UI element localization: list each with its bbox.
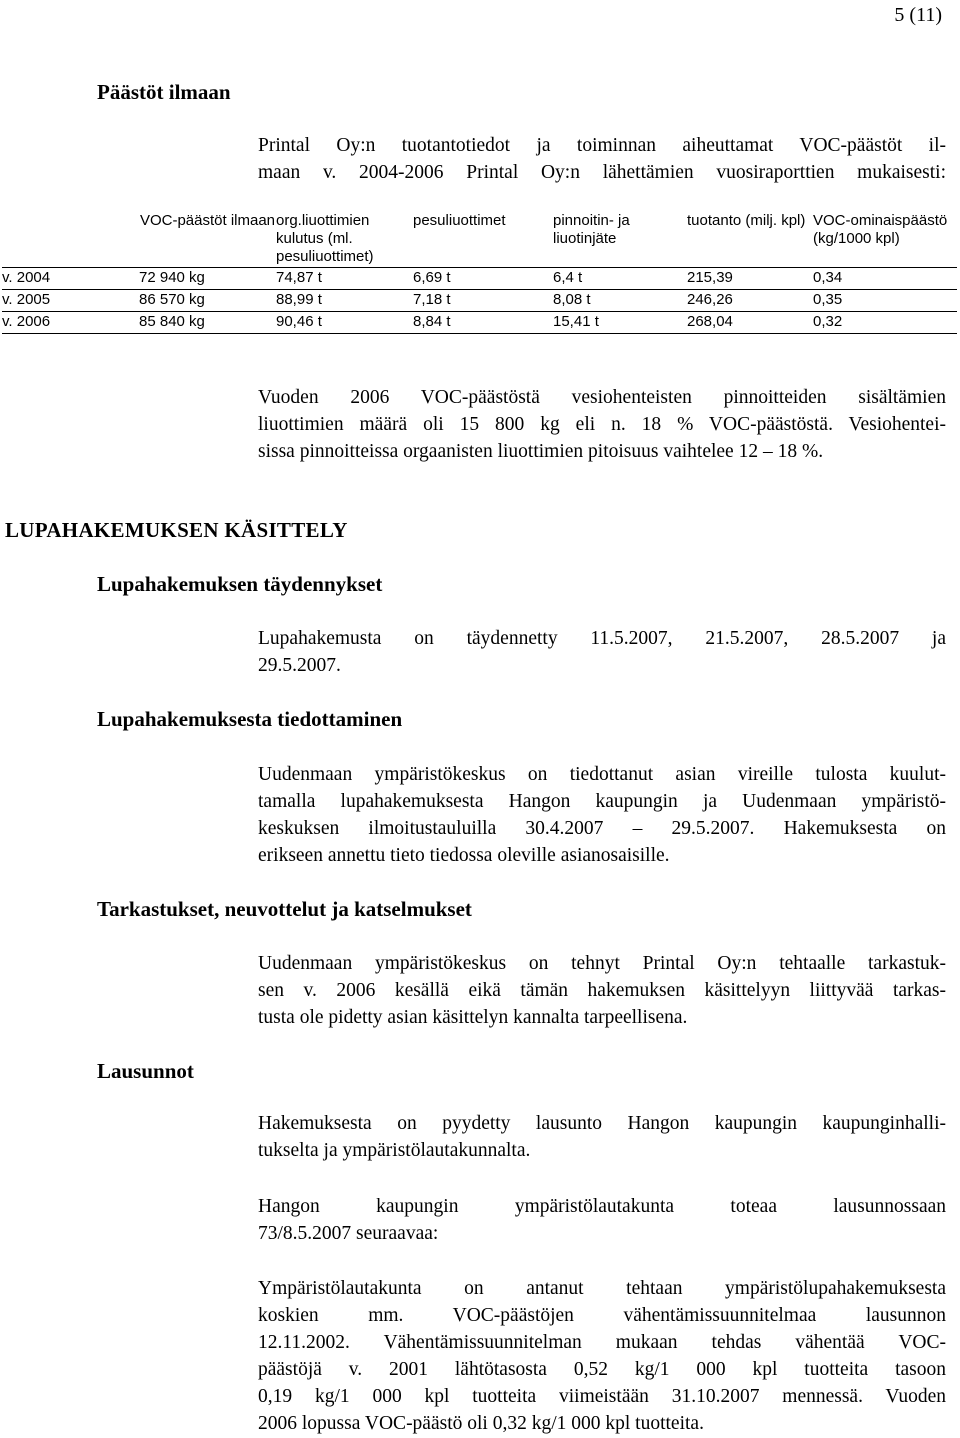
statements-line: 0,19 kg/1 000 kpl tuotteita viimeistään 31.10.2007 mennessä. Vuoden [258, 1386, 946, 1407]
supplements-line: 29.5.2007. [258, 655, 341, 676]
table-cell: 90,46 t [276, 312, 413, 334]
announcement-heading: Lupahakemuksesta tiedottaminen [97, 707, 403, 731]
table-cell: 7,18 t [413, 290, 553, 312]
voc-emissions-table [2, 212, 957, 334]
main-heading: LUPAHAKEMUKSEN KÄSITTELY [5, 518, 348, 542]
table-cell: 215,39 [687, 268, 813, 290]
statements-line: 2006 lopussa VOC-päästö oli 0,32 kg/1 000 kpl tuotteita. [258, 1413, 704, 1434]
table-cell: 8,08 t [553, 290, 687, 312]
table-cell: 86 570 kg [139, 290, 276, 312]
announcement-line: tamalla lupahakemuksesta Hangon kaupungin ja Uudenmaan ympäristö- [258, 791, 946, 812]
table-cell: 15,41 t [553, 312, 687, 334]
table-cell: 8,84 t [413, 312, 553, 334]
table-cell: 85 840 kg [139, 312, 276, 334]
table-cell: 268,04 [687, 312, 813, 334]
table-cell: 0,35 [813, 290, 957, 312]
table-header-cell: org.liuottimien kulutus (ml. pesuliuottimet) [276, 212, 374, 265]
supplements-heading: Lupahakemuksen täydennykset [97, 572, 383, 596]
statements-line: tukselta ja ympäristölautakunnalta. [258, 1140, 531, 1161]
table-header-cell: VOC-päästöt ilmaan [139, 212, 276, 229]
table-cell: 74,87 t [276, 268, 413, 290]
table-header-cell: pesuliuottimet [413, 212, 506, 229]
table-header-cell [2, 212, 139, 268]
note-line: Vuoden 2006 VOC-päästöstä vesiohenteisten pinnoitteiden sisältämien [258, 387, 946, 408]
statements-line: Hangon kaupungin ympäristölautakunta toteaa lausunnossaan [258, 1196, 946, 1217]
announcement-line: Uudenmaan ympäristökeskus on tiedottanut asian vireille tulosta kuulut- [258, 764, 946, 785]
emissions-intro [258, 132, 946, 186]
announcement-text [258, 761, 946, 869]
table-header-cell: pinnoitin- ja liuotinjäte [553, 212, 630, 247]
intro-line: maan v. 2004-2006 Printal Oy:n lähettämien vuosiraporttien mukaisesti: [258, 162, 946, 183]
statements-para-1 [258, 1110, 946, 1164]
table-cell: 72 940 kg [139, 268, 276, 290]
statements-para-2 [258, 1193, 946, 1247]
table-cell: v. 2005 [2, 290, 139, 312]
statements-line: päästöjä v. 2001 lähtötasosta 0,52 kg/1 000 kpl tuotteita tasoon [258, 1359, 946, 1380]
note-line: sissa pinnoitteissa orgaanisten liuottimien pitoisuus vaihtelee 12 – 18 %. [258, 441, 824, 462]
statements-para-3 [258, 1275, 946, 1437]
table-header-cell: tuotanto (milj. kpl) [687, 212, 806, 229]
table-cell: v. 2004 [2, 268, 139, 290]
inspections-line: Uudenmaan ympäristökeskus on tehnyt Printal Oy:n tehtaalle tarkastuk- [258, 953, 946, 974]
inspections-heading: Tarkastukset, neuvottelut ja katselmukset [97, 897, 472, 921]
table-cell: 0,34 [813, 268, 957, 290]
table-cell: 6,69 t [413, 268, 553, 290]
table-cell: 0,32 [813, 312, 957, 334]
statements-line: 73/8.5.2007 seuraavaa: [258, 1223, 439, 1244]
supplements-line: Lupahakemusta on täydennetty 11.5.2007, 21.5.2007, 28.5.2007 ja [258, 628, 946, 649]
table-header-cell: VOC-ominaispäästö (kg/1000 kpl) [813, 212, 948, 247]
emissions-note [258, 384, 946, 465]
inspections-line: tusta ole pidetty asian käsittelyn kannalta tarpeellisena. [258, 1007, 688, 1028]
inspections-line: sen v. 2006 kesällä eikä tämän hakemuksen käsittelyyn liittyvää tarkas- [258, 980, 946, 1001]
table-cell: v. 2006 [2, 312, 139, 334]
page-number: 5 (11) [894, 4, 942, 26]
emissions-heading: Päästöt ilmaan [97, 80, 231, 104]
table-row [2, 290, 957, 312]
supplements-text [258, 625, 946, 679]
table-cell: 6,4 t [553, 268, 687, 290]
statements-line: koskien mm. VOC-päästöjen vähentämissuunnitelmaa lausunnon [258, 1305, 946, 1326]
table-cell: 246,26 [687, 290, 813, 312]
table-row [2, 268, 957, 290]
table-row [2, 312, 957, 334]
statements-line: Ympäristölautakunta on antanut tehtaan ympäristölupahakemuksesta [258, 1278, 946, 1299]
announcement-line: erikseen annettu tieto tiedossa oleville asianosaisille. [258, 845, 670, 866]
announcement-line: keskuksen ilmoitustauluilla 30.4.2007 – 29.5.2007. Hakemuksesta on [258, 818, 946, 839]
statements-line: Hakemuksesta on pyydetty lausunto Hangon kaupungin kaupunginhalli- [258, 1113, 946, 1134]
statements-line: 12.11.2002. Vähentämissuunnitelman mukaan tehdas vähentää VOC- [258, 1332, 946, 1353]
table-cell: 88,99 t [276, 290, 413, 312]
table-header-row [2, 212, 957, 268]
intro-line: Printal Oy:n tuotantotiedot ja toiminnan aiheuttamat VOC-päästöt il- [258, 135, 946, 156]
inspections-text [258, 950, 946, 1031]
statements-heading: Lausunnot [97, 1059, 194, 1083]
note-line: liuottimien määrä oli 15 800 kg eli n. 18 % VOC-päästöstä. Vesiohentei- [258, 414, 946, 435]
